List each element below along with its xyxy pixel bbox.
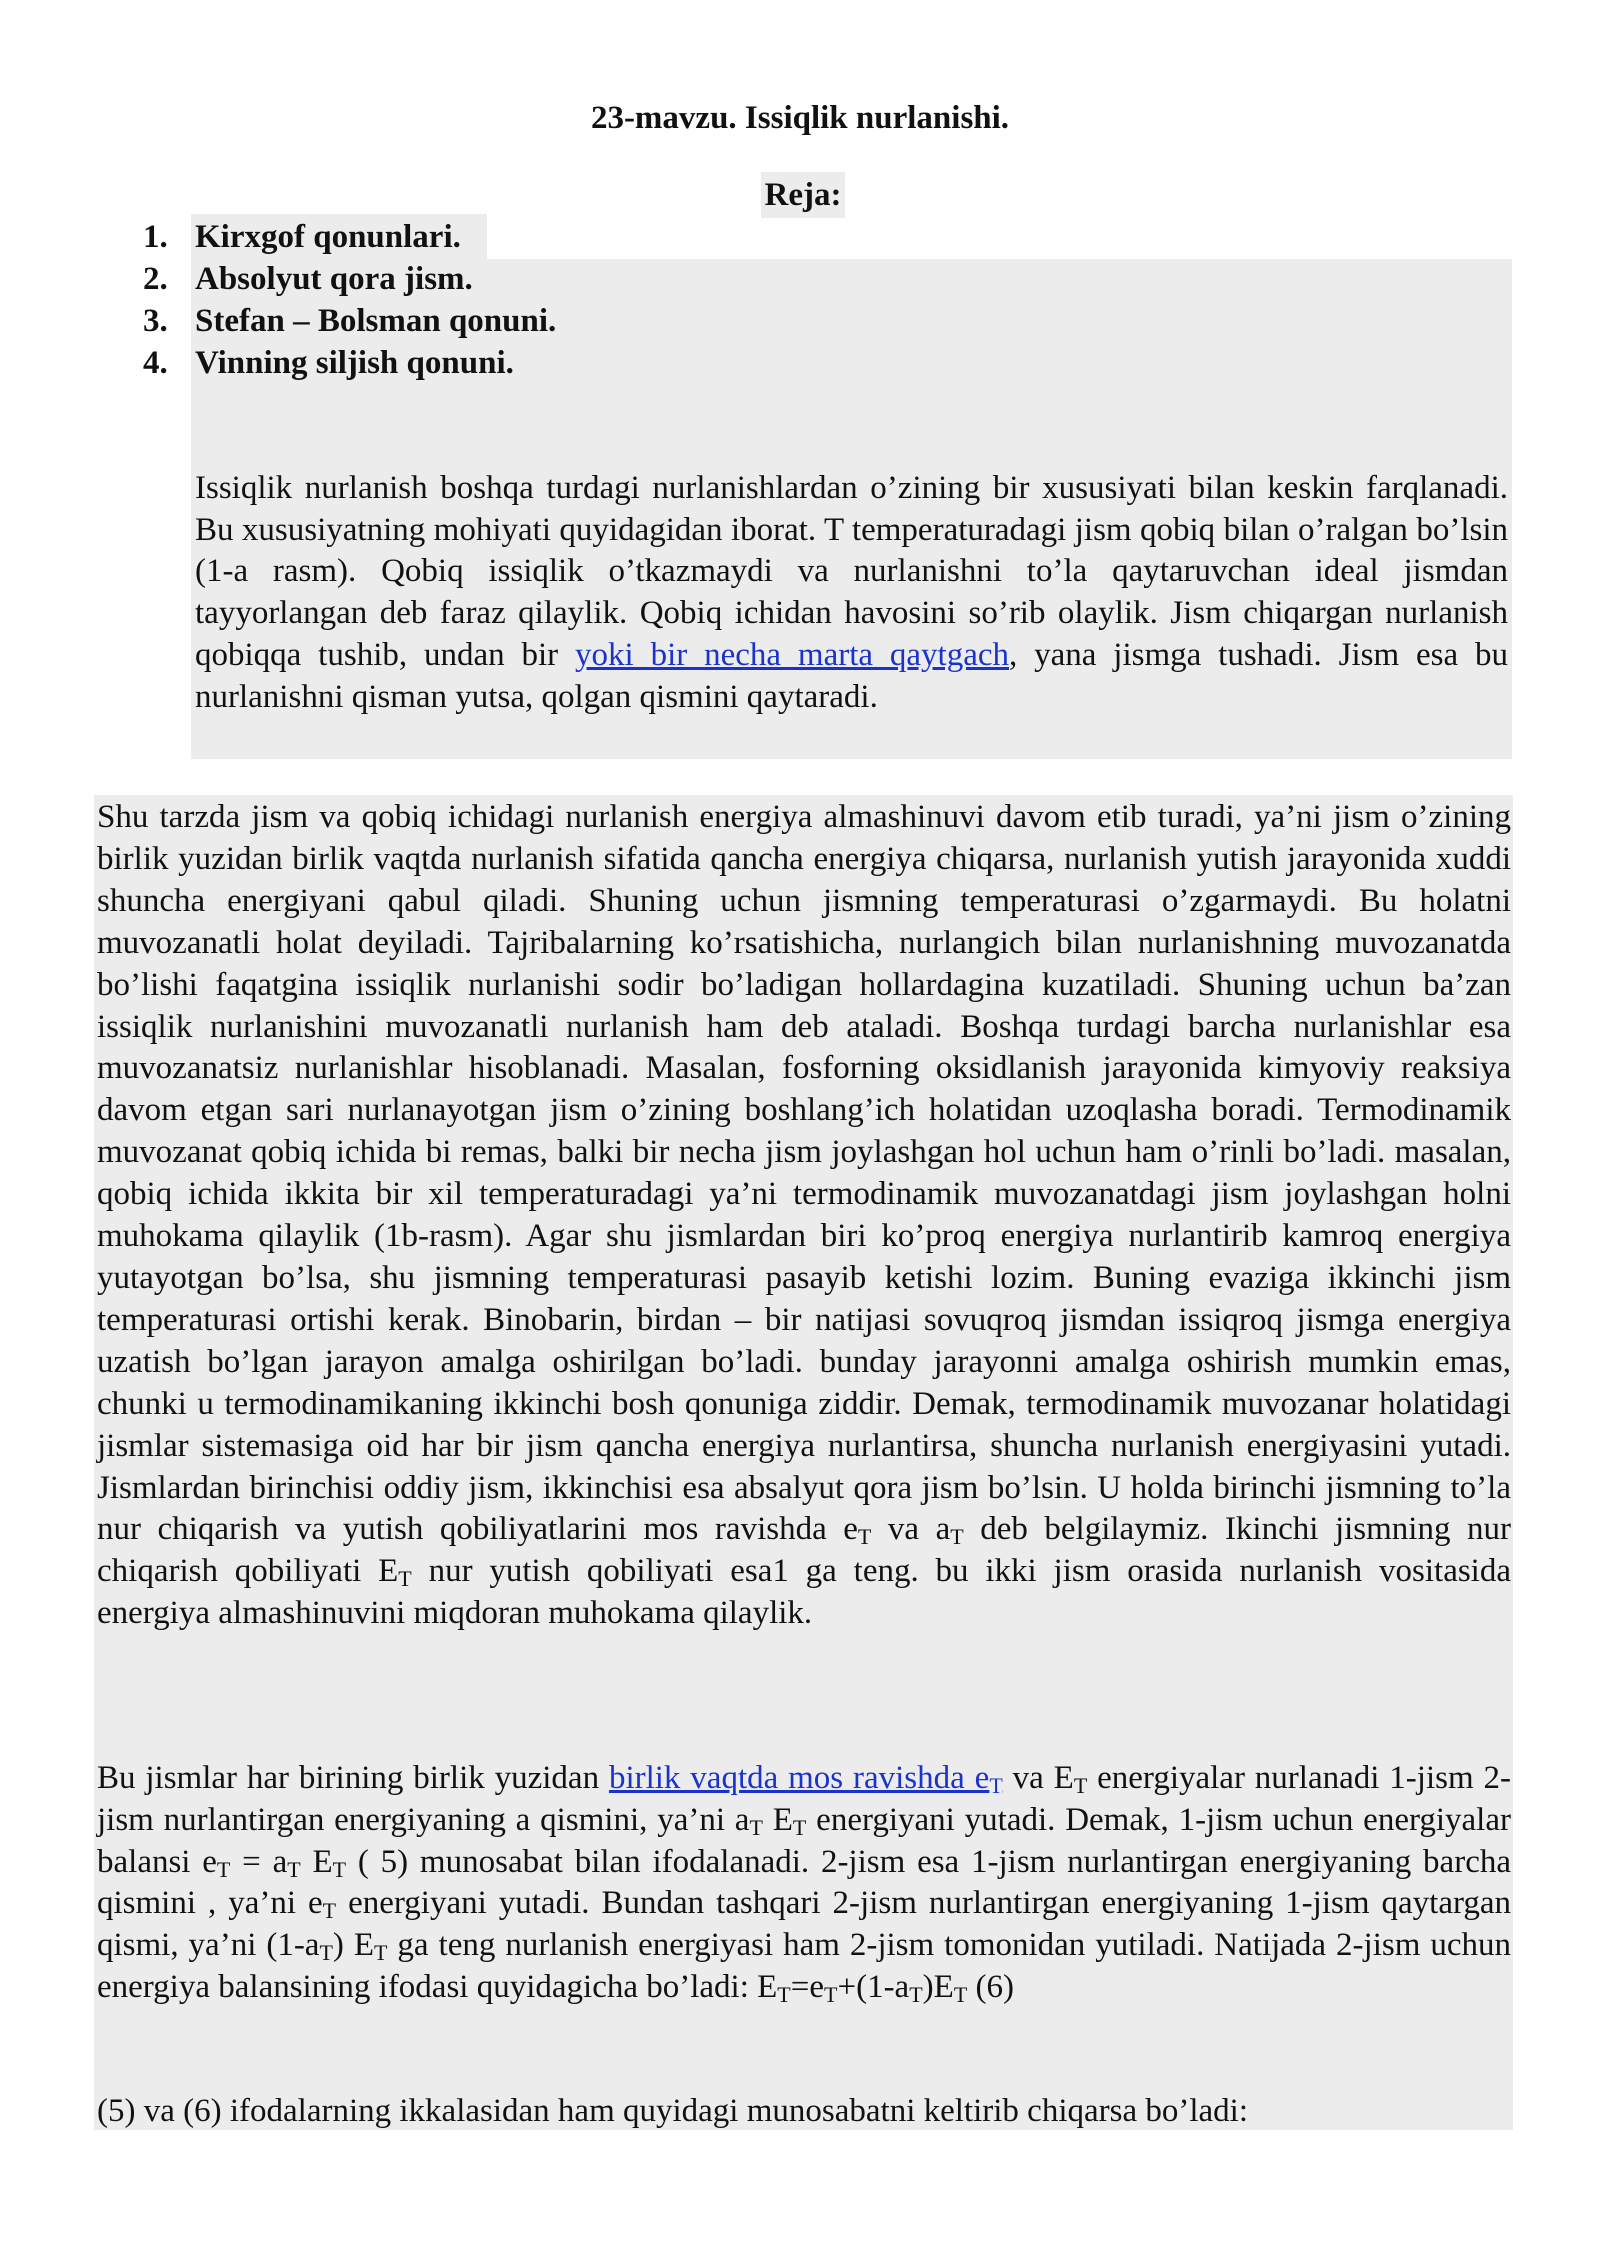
subscript: T xyxy=(792,1814,807,1840)
text-run: )E xyxy=(922,1968,954,2005)
conclusion-paragraph: (5) va (6) ifodalarning ikkalasidan ham quyidagi munosabatni keltirib chiqarsa bo’ladi: xyxy=(97,2093,1249,2129)
subscript: T xyxy=(749,1814,763,1840)
plan-item xyxy=(143,300,843,342)
equilibrium-paragraph xyxy=(97,797,1511,1635)
subscript: T xyxy=(216,1856,231,1882)
text-run: nur yutish qobiliyati esa1 ga teng. bu ikki jism orasida nurlanish vositasida energiya almashinuvini miqdoran muhokama qilaylik. xyxy=(97,1553,1511,1632)
text-run: ) E xyxy=(332,1927,375,1964)
inline-link[interactable] xyxy=(609,1760,1003,1796)
text-run: =e xyxy=(790,1968,825,2005)
subscript: T xyxy=(909,1981,923,2007)
subscript: T xyxy=(950,1524,964,1550)
text-run: E xyxy=(300,1843,333,1880)
text-run: energiyani yutadi. Demak, 1-jism uchun energiyalar balansi e xyxy=(97,1801,1511,1880)
plan-list xyxy=(143,216,843,384)
plan-item-number: 1. xyxy=(143,219,168,255)
subscript: T xyxy=(287,1856,301,1882)
text-run: Shu tarzda jism va qobiq ichidagi nurlanish energiya almashinuvi davom etib turadi, ya’ni jism o’zining birlik yuzidan birlik vaqtda nurlanish sifatida qancha energiya chiqarsa, nurlanish yutish jarayonida xuddi shuncha energiyani qabul qiladi. Shuning uchun jismning temperaturasi o’zgarmaydi. Bu holatni muvozanatli holat deyiladi. Tajribalarning ko’rsatishicha, nurlangich bilan nurlanishning muvozanatda bo’lishi faqatgina issiqlik nurlanishi sodir bo’ladigan hollardagina kuzatiladi. Shuning uchun ba’zan issiqlik nurlanishini muvozanatli nurlanish ham deb ataladi. Boshqa turdagi barcha nurlanishlar esa muvozanatsiz nurlanishlar hisoblanadi. Masalan, fosforning oksidlanish jarayonida kimyoviy reaksiya davom etgan sari nurlanayotgan jism o’zining boshlang’ich holatidan uzoqlasha boradi. Termodinamik muvozanat qobiq ichida bi remas, balki bir necha jism joylashgan hol uchun ham o’rinli bo’ladi. masalan, qobiq ichida ikkita bir xil temperaturadagi ya’ni termodinamik muvozanatdagi jism joylashgan holni muhokama qilaylik (1b-rasm). Agar shu jismlardan biri ko’proq energiya nurlantirib kamroq energiya yutayotgan bo’lsa, shu jismning temperaturasi pasayib ketishi lozim. Buning evaziga ikkinchi jism temperaturasi ortishi kerak. Binobarin, birdan – bir natijasi sovuqroq jismdan issiqroq jismga energiya uzatish bo’lgan jarayon amalga oshirilgan bo’ladi. bunday jarayonni amalga oshirish mumkin emas, chunki u termodinamikaning ikkinchi bosh qonuniga ziddir. Demak, termodinamik muvozanar holatidagi jismlar sistemasiga oid har bir jism qancha energiya nurlantirsa, shuncha nurlanish energiyasini yutadi. Jismlardan birinchisi oddiy jism, ikkinchisi esa absalyut qora jism bo’lsin. U holda birinchi jismning to’la nur chiqarish va yutish qobiliyatlarini mos ravishda e xyxy=(97,799,1511,1548)
energy-balance-paragraph xyxy=(97,1758,1511,2009)
plan-item-number: 3. xyxy=(143,303,168,339)
link-text: birlik vaqtda mos ravishda e xyxy=(608,1760,990,1796)
text-run: energiyalar nurlanadi 1-jism 2-jism nurlantirgan energiyaning a qismini, ya’ni a xyxy=(97,1760,1511,1838)
text-run: Issiqlik nurlanish boshqa turdagi nurlanishlardan o’zining bir xususiyati bilan keskin farqlanadi. Bu xususiyatning mohiyati quyidagidan iborat. T temperaturadagi jism qobiq bilan o’ralgan bo’lsin (1-a rasm). Qobiq issiqlik o’tkazmaydi va nurlanishni to’la qaytaruvchan ideal jismdan tayyorlangan deb faraz qilaylik. Qobiq ichidan havosini so’rib olaylik. Jism chiqargan nurlanish qobiqqa tushib, undan bir xyxy=(195,470,1508,673)
intro-paragraph xyxy=(195,468,1508,718)
subscript: T xyxy=(398,1566,412,1592)
text-run: Bu jismlar har birining birlik yuzidan xyxy=(97,1760,609,1796)
plan-item-text: Vinning siljish qonuni. xyxy=(195,345,514,381)
page-title: 23-mavzu. Issiqlik nurlanishi. xyxy=(590,100,1010,136)
subscript: T xyxy=(1073,1773,1088,1798)
text-run: energiyani yutadi. Bundan tashqari 2-jism nurlantirgan energiyaning 1-jism qaytargan qismi, ya’ni (1-a xyxy=(97,1885,1512,1964)
text-run: ( 5) munosabat bilan ifodalanadi. 2-jism esa 1-jism nurlantirgan energiyaning barcha qismini , ya’ni e xyxy=(97,1843,1511,1922)
text-run: ga teng nurlanish energiyasi ham 2-jism tomonidan yutiladi. Natijada 2-jism uchun energiya balansining ifodasi quyidagicha bo’ladi: E xyxy=(97,1927,1511,2005)
plan-item xyxy=(143,258,843,300)
text-run: E xyxy=(762,1801,793,1838)
plan-item xyxy=(143,342,843,384)
text-run: , yana jismga tushadi. Jism esa bu nurlanishni qisman yutsa, qolgan qismini qaytaradi. xyxy=(195,636,1508,715)
subscript: T xyxy=(777,1981,791,2007)
subscript: T xyxy=(857,1524,872,1550)
text-run: +(1-a xyxy=(837,1968,910,2005)
subscript: T xyxy=(374,1940,388,1966)
text-run: deb belgilaymiz. Ikinchi jismning nur chiqarish qobiliyati E xyxy=(97,1511,1511,1590)
plan-item-number: 2. xyxy=(143,261,168,297)
text-run: = a xyxy=(230,1843,288,1880)
subscript: T xyxy=(322,1898,337,1924)
plan-item-text: Kirxgof qonunlari. xyxy=(195,219,461,255)
plan-item-text: Stefan – Bolsman qonuni. xyxy=(195,303,557,339)
subscript: T xyxy=(824,1981,838,2007)
inline-link[interactable]: yoki bir necha marta qaytgach xyxy=(575,636,1010,673)
subscript: T xyxy=(332,1856,347,1882)
subscript: T xyxy=(989,1773,1003,1798)
subscript: T xyxy=(953,1981,968,2007)
plan-item-number: 4. xyxy=(143,345,168,381)
text-run: (6) xyxy=(967,1968,1015,2005)
text-run: va a xyxy=(871,1511,951,1548)
subscript: T xyxy=(319,1940,333,1966)
plan-item xyxy=(143,216,843,258)
plan-item-text: Absolyut qora jism. xyxy=(195,261,473,297)
text-run: va E xyxy=(1002,1760,1074,1796)
plan-heading: Reja: xyxy=(761,172,845,218)
